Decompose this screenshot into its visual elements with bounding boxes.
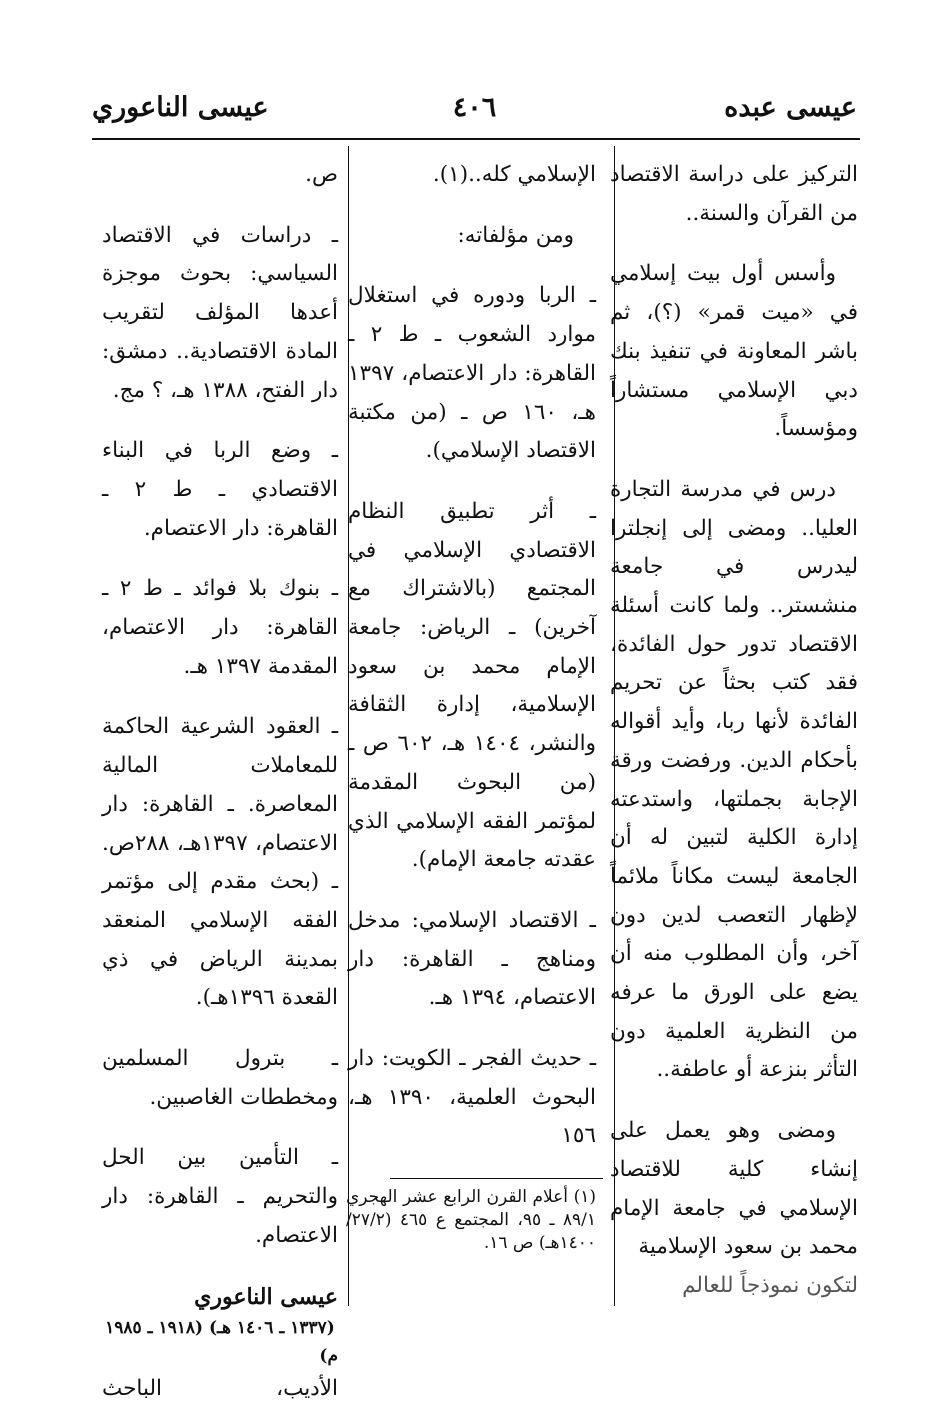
header-left-title: عيسى الناعوري (92, 92, 269, 123)
paragraph: التركيز على دراسة الاقتصاد من القرآن والسنة.. (610, 162, 858, 226)
footnote-rule (390, 1178, 603, 1179)
cut-off-line: لتكون نموذجاً للعالم (682, 1272, 858, 1298)
work-entry: ـ دراسات في الاقتصاد السياسي: بحوث موجزة أعدها المؤلف لتقريب المادة الاقتصادية.. دمشق: دار الفتح، ١٣٨٨ هـ، ؟ مج. (102, 222, 338, 403)
paragraph: درس في مدرسة التجارة العليا.. ومضى إلى إنجلترا ليدرس في جامعة منشستر.. ولما كانت أسئلة الاقتصاد تدور حول الفائدة، فقد كتب بحثاً عن تحريم الفائدة لأنها ربا، وأيد أقواله بأحكام الدين. ورفضت ورقة الإجابة بجملتها، واستدعته إدارة الكلية لتبين له أن الجامعة ليست مكاناً ملائماً لإظهار التعصب لدين دون آخر، وأن المطلوب منه أن يضع على الورق ما عرفه من النظرية العلمية دون التأثر بنزعة أو عاطفة.. (610, 476, 858, 1083)
footnote: (١) أعلام القرن الرابع عشر الهجري ٨٩/١ ـ ٩٥، المجتمع ع ٤٦٥ (٢٧/٢/ ١٤٠٠هـ) ص ١٦. (346, 1187, 596, 1253)
work-entry: ـ الاقتصاد الإسلامي: مدخل ومناهج ـ القاهرة: دار الاعتصام، ١٣٩٤ هـ. (348, 907, 596, 1011)
header-right-title: عيسى عبده (724, 92, 857, 123)
biography-dates: (١٣٣٧ ـ ١٤٠٦ هـ) (١٩١٨ ـ ١٩٨٥ م) (105, 1317, 338, 1366)
work-entry: ـ العقود الشرعية الحاكمة للمعاملات المالية المعاصرة. ـ القاهرة: دار الاعتصام، ١٣٩٧هـ، ٢٨٨ص. ـ (بحث مقدم إلى مؤتمر الفقه الإسلامي المنعقد بمدينة الرياض في ذي القعدة ١٣٩٦هـ). (102, 714, 338, 1011)
paragraph: وأسس أول بيت إسلامي في «ميت قمر» (؟)، ثم باشر المعاونة في تنفيذ بنك دبي الإسلامي مستشاراً ومؤسساً. (610, 261, 858, 442)
work-entry: ـ بنوك بلا فوائد ـ ط ٢ ـ القاهرة: دار الاعتصام، المقدمة ١٣٩٧ هـ. (102, 576, 338, 679)
paragraph: ومضى وهو يعمل على إنشاء كلية للاقتصاد الإسلامي في جامعة الإمام محمد بن سعود الإسلامية (610, 1118, 858, 1260)
running-header (92, 88, 857, 134)
work-entry: ـ الربا ودوره في استغلال موارد الشعوب ـ ط ٢ ـ القاهرة: دار الاعتصام، ١٣٩٧ هـ، ١٦٠ ص ـ (من مكتبة الاقتصاد الإسلامي). (348, 283, 596, 464)
paragraph: الإسلامي كله..(١). (432, 162, 596, 187)
work-entry: ـ حديث الفجر ـ الكويت: دار البحوث العلمية، ١٣٩٠ هـ، ١٥٦ (348, 1046, 596, 1149)
work-entry: ـ التأمين بين الحل والتحريم ـ القاهرة: دار الاعتصام. (102, 1145, 338, 1248)
work-entry: ـ أثر تطبيق النظام الاقتصادي الإسلامي في المجتمع (بالاشتراك مع آخرين) ـ الرياض: جامعة الإمام محمد بن سعود الإسلامية، إدارة الثقافة والنشر، ١٤٠٤ هـ، ٦٠٢ ص ـ (من البحوث المقدمة لمؤتمر الفقه الإسلامي الذي عقدته جامعة الإمام). (348, 498, 596, 873)
work-entry: ـ وضع الربا في البناء الاقتصادي ـ ط ٢ ـ القاهرة: دار الاعتصام. (102, 438, 338, 541)
biography-first-line: الأديب، الباحث (102, 1375, 338, 1401)
works-heading: ومن مؤلفاته: (457, 222, 574, 248)
column-right (610, 156, 858, 1306)
header-rule (92, 138, 860, 140)
biography-name: عيسى الناعوري (194, 1283, 338, 1310)
column-left (102, 156, 338, 1408)
page-number: ٤٠٦ (452, 92, 497, 123)
work-entry: ـ بترول المسلمين ومخططات الغاصبين. (102, 1046, 338, 1110)
column-middle (348, 156, 596, 1178)
paragraph: ص. (305, 162, 338, 187)
